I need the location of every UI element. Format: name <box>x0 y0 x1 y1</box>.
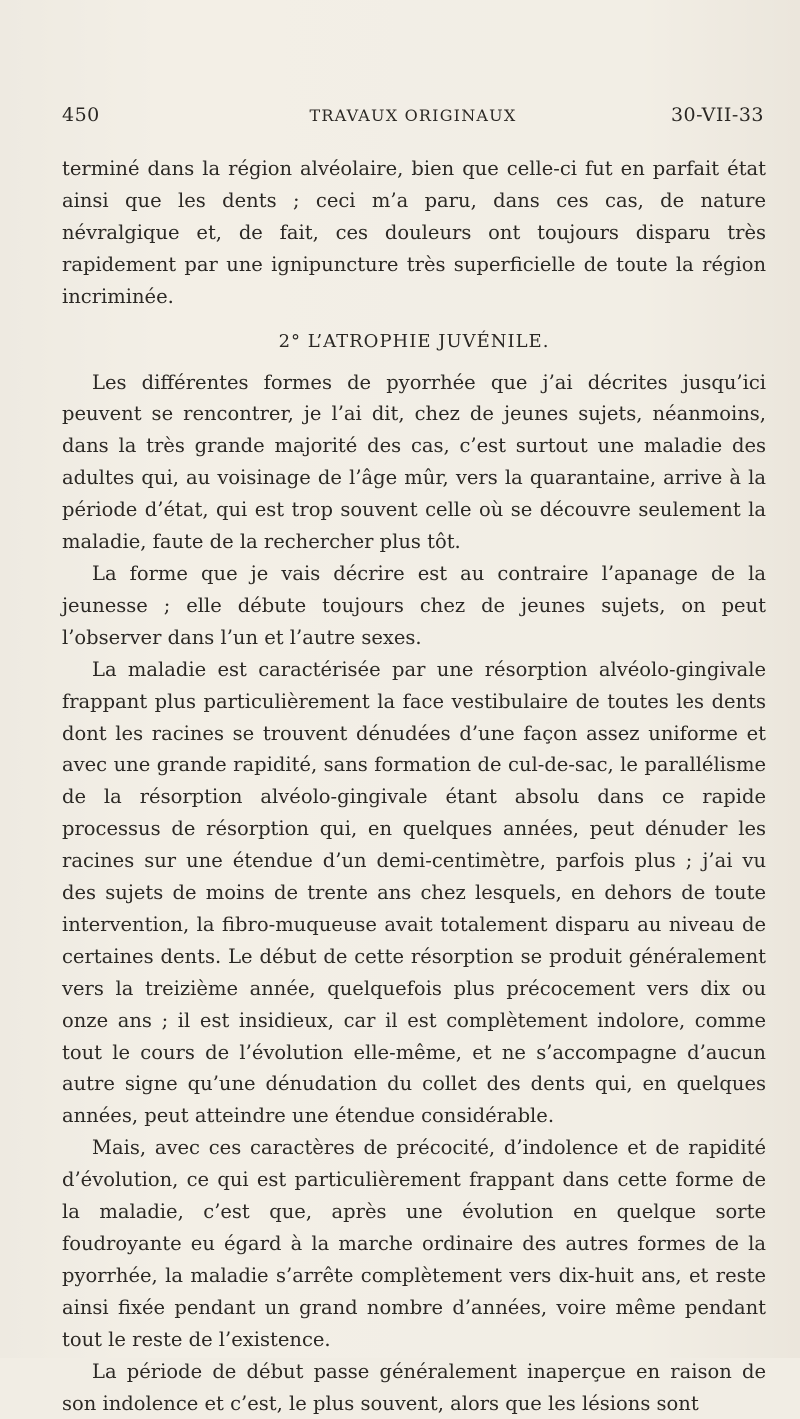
paragraph: La forme que je vais décrire est au contraire l’apanage de la jeunesse ; elle débute toujours chez de jeunes sujets, on peut l’observer dans l’un et l’autre sexes. <box>62 561 766 649</box>
body-text <box>62 153 766 1419</box>
page-number: 450 <box>62 104 100 126</box>
paragraph: Les différentes formes de pyorrhée que j’ai décrites jusqu’ici peuvent se rencontrer, je l’ai dit, chez de jeunes sujets, néanmoins, dans la très grande majorité des cas, c’est surtout une maladie des adultes qui, au voisinage de l’âge mûr, vers la quarantaine, arrive à la période d’état, qui est trop souvent celle où se découvre seulement la maladie, faute de la rechercher plus tôt. <box>62 370 766 554</box>
issue-date: 30-VII-33 <box>670 104 764 126</box>
running-title: TRAVAUX ORIGINAUX <box>309 106 517 125</box>
paragraph: La maladie est caractérisée par une résorption alvéolo-gingivale frappant plus particulièrement la face vestibulaire de toutes les dents dont les racines se trouvent dénudées d’une façon assez uniforme et avec une grande rapidité, sans formation de cul-de-sac, le parallélisme de la résorption alvéolo-gingivale étant absolu dans ce rapide processus de résorption qui, en quelques années, peut dénuder les racines sur une étendue d’un demi-centimètre, parfois plus ; j’ai vu des sujets de moins de trente ans chez lesquels, en dehors de toute intervention, la fibro-muqueuse avait totalement disparu au niveau de certaines dents. Le début de cette résorption se produit généralement vers la treizième année, quelquefois plus précocement vers dix ou onze ans ; il est insidieux, car il est complètement indolore, comme tout le cours de l’évolution elle-même, et ne s’accompagne d’aucun autre signe qu’une dénudation du collet des dents qui, en quelques années, peut atteindre une étendue considérable. <box>62 657 766 1128</box>
paragraph-continued: terminé dans la région alvéolaire, bien que celle-ci fut en parfait état ainsi que les dents ; ceci m’a paru, dans ces cas, de nature névralgique et, de fait, ces douleurs ont toujours disparu très rapidement par une ignipuncture très superficielle de toute la région incriminée. <box>62 157 766 308</box>
paragraph: Mais, avec ces caractères de précocité, d’indolence et de rapidité d’évolution, ce qui est particulièrement frappant dans cette forme de la maladie, c’est que, après une évolution en quelque sorte foudroyante eu égard à la marche ordinaire des autres formes de la pyorrhée, la maladie s’arrête complètement vers dix-huit ans, et reste ainsi fixée pendant un grand nombre d’années, voire même pendant tout le reste de l’existence. <box>62 1136 766 1351</box>
paragraph: La période de début passe généralement inaperçue en raison de son indolence et c’est, le plus souvent, alors que les lésions sont <box>62 1359 766 1415</box>
section-heading: 2° L’ATROPHIE JUVÉNILE. <box>278 330 550 352</box>
running-head <box>62 104 764 132</box>
